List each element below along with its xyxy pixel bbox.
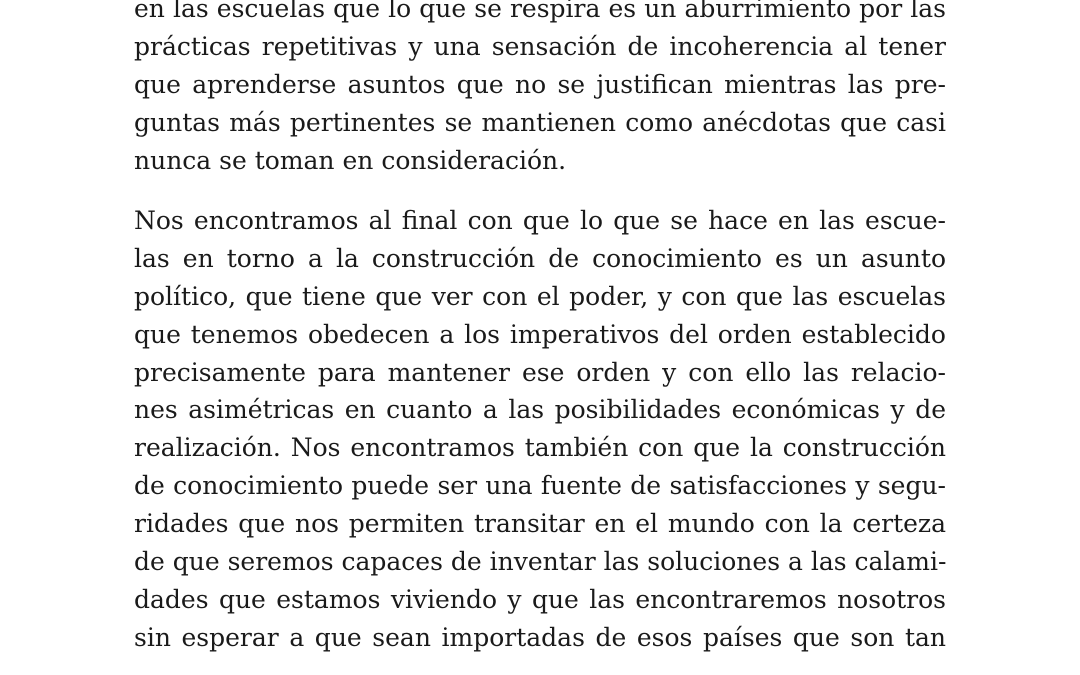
paragraph-1	[134, 0, 946, 179]
text-line: que tenemos obedecen a los imperativos del orden establecido	[134, 319, 946, 349]
text-line: de que seremos capaces de inventar las soluciones a las calami-	[134, 547, 947, 577]
text-line: nunca se toman en consideración.	[134, 145, 567, 175]
text-line: ridades que nos permiten transitar en el mundo con la certeza	[134, 509, 946, 539]
text-line: político, que tiene que ver con el poder, y con que las escuelas	[134, 281, 946, 311]
text-line: de conocimiento puede ser una fuente de satisfacciones y segu-	[134, 471, 946, 501]
text-line: Nos encontramos al final con que lo que se hace en las escue-	[134, 206, 946, 235]
text-line: guntas más pertinentes se mantienen como anécdotas que casi	[134, 107, 946, 137]
text-line: sin esperar a que sean importadas de esos países que son tan	[134, 622, 946, 652]
text-line: precisamente para mantener ese orden y con ello las relacio-	[134, 357, 946, 387]
text-line: prácticas repetitivas y una sensación de incoherencia al tener	[134, 31, 946, 61]
paragraph-2	[134, 202, 946, 657]
text-line: dades que estamos viviendo y que las encontraremos nosotros	[134, 584, 946, 614]
text-line: realización. Nos encontramos también con que la construcción	[134, 433, 946, 463]
text-line: en las escuelas que lo que se respira es un aburrimiento por las	[134, 0, 946, 23]
text-line: nes asimétricas en cuanto a las posibilidades económicas y de	[134, 395, 946, 425]
text-line: que aprenderse asuntos que no se justifican mientras las pre-	[134, 69, 946, 99]
text-line: las en torno a la construcción de conocimiento es un asunto	[134, 243, 946, 273]
